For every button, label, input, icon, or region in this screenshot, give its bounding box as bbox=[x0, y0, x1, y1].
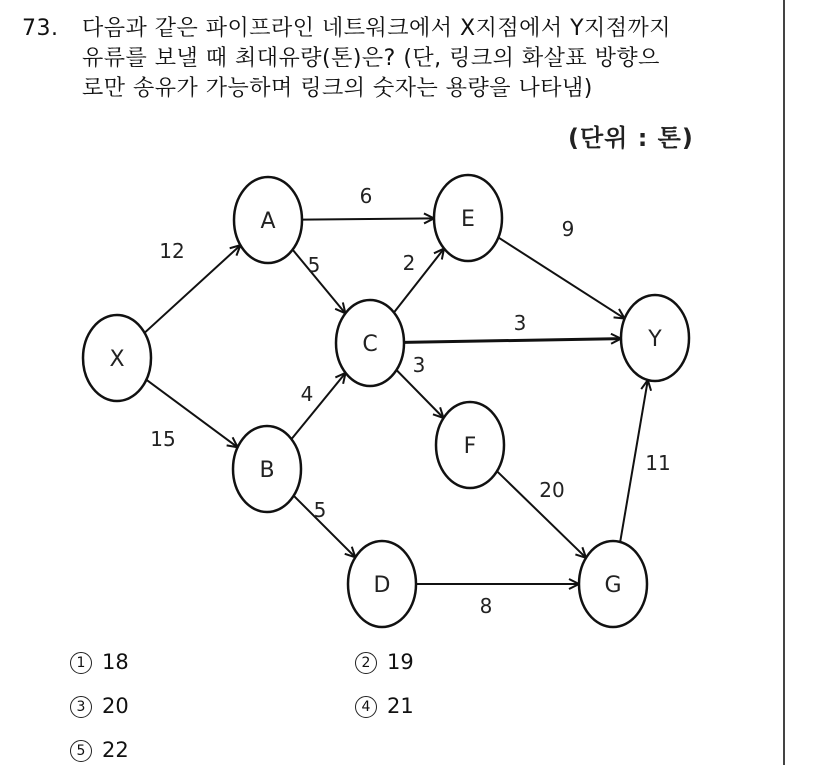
node-g bbox=[579, 541, 647, 627]
node-c bbox=[336, 300, 404, 386]
edge-e-y bbox=[498, 237, 624, 318]
node-d bbox=[348, 541, 416, 627]
node-label: X bbox=[109, 347, 125, 372]
node-b bbox=[233, 426, 301, 512]
edge-capacity-label: 11 bbox=[645, 451, 671, 475]
node-label: E bbox=[461, 207, 475, 232]
edge-capacity-label: 5 bbox=[307, 253, 321, 277]
node-label: F bbox=[463, 434, 477, 459]
edge-g-y bbox=[620, 380, 648, 542]
choice-5[interactable]: 5 22 bbox=[70, 738, 129, 762]
edge-capacity-label: 12 bbox=[159, 239, 185, 263]
edge-capacity-label: 4 bbox=[300, 382, 314, 406]
question-line-2: 유류를 보낼 때 최대유량(톤)은? (단, 링크의 화살표 방향으 bbox=[82, 46, 660, 71]
edge-a-e bbox=[302, 218, 434, 219]
node-y bbox=[621, 295, 689, 381]
node-label: G bbox=[604, 573, 622, 598]
edge-capacity-label: 15 bbox=[150, 427, 176, 451]
node-x bbox=[83, 315, 151, 401]
edge-capacity-label: 3 bbox=[513, 311, 527, 335]
node-a bbox=[234, 177, 302, 263]
edge-capacity-label: 8 bbox=[479, 594, 493, 618]
node-label: B bbox=[259, 458, 275, 483]
choice-2[interactable]: 2 19 bbox=[355, 650, 414, 674]
choice-number-icon: 5 bbox=[70, 740, 92, 762]
edge-c-y bbox=[404, 339, 621, 343]
question-line-3: 로만 송유가 가능하며 링크의 숫자는 용량을 나타냄) bbox=[82, 76, 593, 101]
edge-b-c bbox=[291, 373, 345, 439]
edge-capacity-label: 2 bbox=[402, 251, 416, 275]
edge-capacity-label: 6 bbox=[359, 184, 373, 208]
node-label: Y bbox=[648, 327, 662, 352]
choice-4[interactable]: 4 21 bbox=[355, 694, 414, 718]
node-label: C bbox=[362, 332, 378, 357]
choice-number-icon: 4 bbox=[355, 696, 377, 718]
unit-label: (단위 : 톤) bbox=[568, 124, 694, 152]
choice-3[interactable]: 3 20 bbox=[70, 694, 129, 718]
edge-capacity-label: 3 bbox=[412, 353, 426, 377]
node-label: A bbox=[260, 209, 276, 234]
choice-number-icon: 1 bbox=[70, 652, 92, 674]
node-f bbox=[436, 402, 504, 488]
edge-c-f bbox=[396, 370, 443, 418]
question-line-1: 73. 다음과 같은 파이프라인 네트워크에서 X지점에서 Y지점까지 bbox=[22, 14, 782, 44]
choice-1[interactable]: 1 18 bbox=[70, 650, 129, 674]
node-label: D bbox=[373, 573, 391, 598]
choice-number-icon: 2 bbox=[355, 652, 377, 674]
edge-capacity-label: 20 bbox=[539, 478, 565, 502]
node-e bbox=[434, 175, 502, 261]
edge-capacity-label: 5 bbox=[313, 498, 327, 522]
edge-c-e bbox=[394, 249, 444, 313]
question-number: 73. bbox=[22, 16, 59, 41]
edge-capacity-label: 9 bbox=[561, 217, 575, 241]
choice-number-icon: 3 bbox=[70, 696, 92, 718]
